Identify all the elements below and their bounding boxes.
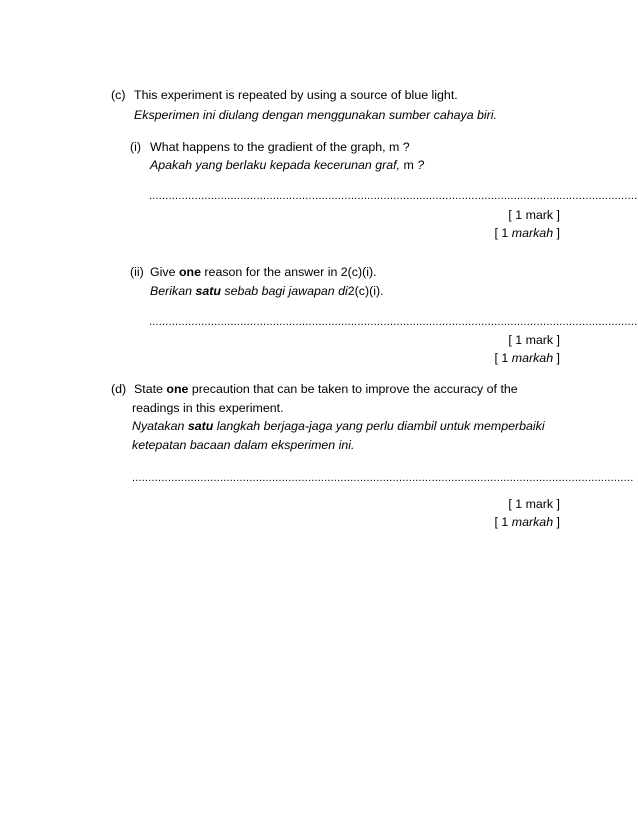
question-d-ms-bold: satu <box>187 419 214 433</box>
mark-ms-c-ii-word: markah <box>511 351 554 365</box>
question-c-text-ms: Eksperimen ini diulang dengan menggunakan sumber cahaya biri. <box>134 108 497 122</box>
answer-line-c-i[interactable]: ...................................................................................................................................................... <box>149 190 638 202</box>
mark-ms-c-i-word: markah <box>511 226 554 240</box>
question-d-text-en-line2: readings in this experiment. <box>132 401 284 415</box>
question-c-ii-text-ms <box>150 285 384 297</box>
question-d-en-bold: one <box>166 382 189 396</box>
question-d-en-pre: State <box>134 382 163 396</box>
answer-line-d[interactable]: .......................................................................................................................................................... <box>132 472 634 484</box>
question-d-en-post: precaution that can be taken to improve the accuracy of the <box>191 382 518 396</box>
mark-en-c-ii: [ 1 mark ] <box>508 333 560 347</box>
mark-ms-c-i-open: [ 1 <box>494 226 509 240</box>
mark-en-c-i: [ 1 mark ] <box>508 208 560 222</box>
question-c-i-label: (i) <box>130 140 142 154</box>
mark-ms-d-close: ] <box>556 515 560 529</box>
question-c-i-ms-var: m <box>403 158 414 172</box>
question-c-ii-ms-pre: Berikan <box>150 284 193 298</box>
question-d-ms-post: langkah berjaga-jaga yang perlu diambil untuk memperbaiki <box>216 419 545 433</box>
question-d-label: (d) <box>111 382 127 396</box>
mark-ms-d <box>495 516 560 528</box>
question-c-ii-label: (ii) <box>130 265 144 279</box>
question-d-text-en-line1 <box>134 383 518 395</box>
question-c-text-en: This experiment is repeated by using a source of blue light. <box>134 88 458 102</box>
question-d-ms-pre: Nyatakan <box>132 419 185 433</box>
question-c-ii-ms-ref: 2(c)(i). <box>347 284 384 298</box>
question-c-ii-text-en <box>150 266 377 278</box>
mark-ms-c-ii-open: [ 1 <box>494 351 509 365</box>
question-d-text-ms-line1 <box>132 420 545 432</box>
mark-ms-c-i-close: ] <box>556 226 560 240</box>
mark-ms-c-i <box>495 227 560 239</box>
question-c-i-ms-suffix: ? <box>417 158 425 172</box>
mark-ms-d-open: [ 1 <box>494 515 509 529</box>
answer-line-c-ii[interactable]: ...................................................................................................................................................... <box>149 316 638 328</box>
question-c-i-ms-prefix: Apakah yang berlaku kepada kecerunan graf, <box>150 158 401 172</box>
question-c-ii-en-bold: one <box>178 265 201 279</box>
question-c-ii-en-post: reason for the answer in 2(c)(i). <box>204 265 377 279</box>
question-c-ii-en-pre: Give <box>150 265 176 279</box>
question-c-i-text-ms <box>150 159 424 171</box>
mark-ms-c-ii-close: ] <box>556 351 560 365</box>
question-c-ii-ms-mid: sebab bagi jawapan di <box>224 284 348 298</box>
mark-ms-c-ii <box>495 352 560 364</box>
question-c-i-text-en: What happens to the gradient of the graph, m ? <box>150 140 410 154</box>
mark-en-d: [ 1 mark ] <box>508 497 560 511</box>
question-d-text-ms-line2: ketepatan bacaan dalam eksperimen ini. <box>132 438 355 452</box>
question-c-ii-ms-bold: satu <box>195 284 221 298</box>
mark-ms-d-word: markah <box>511 515 554 529</box>
question-c-label: (c) <box>111 88 126 102</box>
